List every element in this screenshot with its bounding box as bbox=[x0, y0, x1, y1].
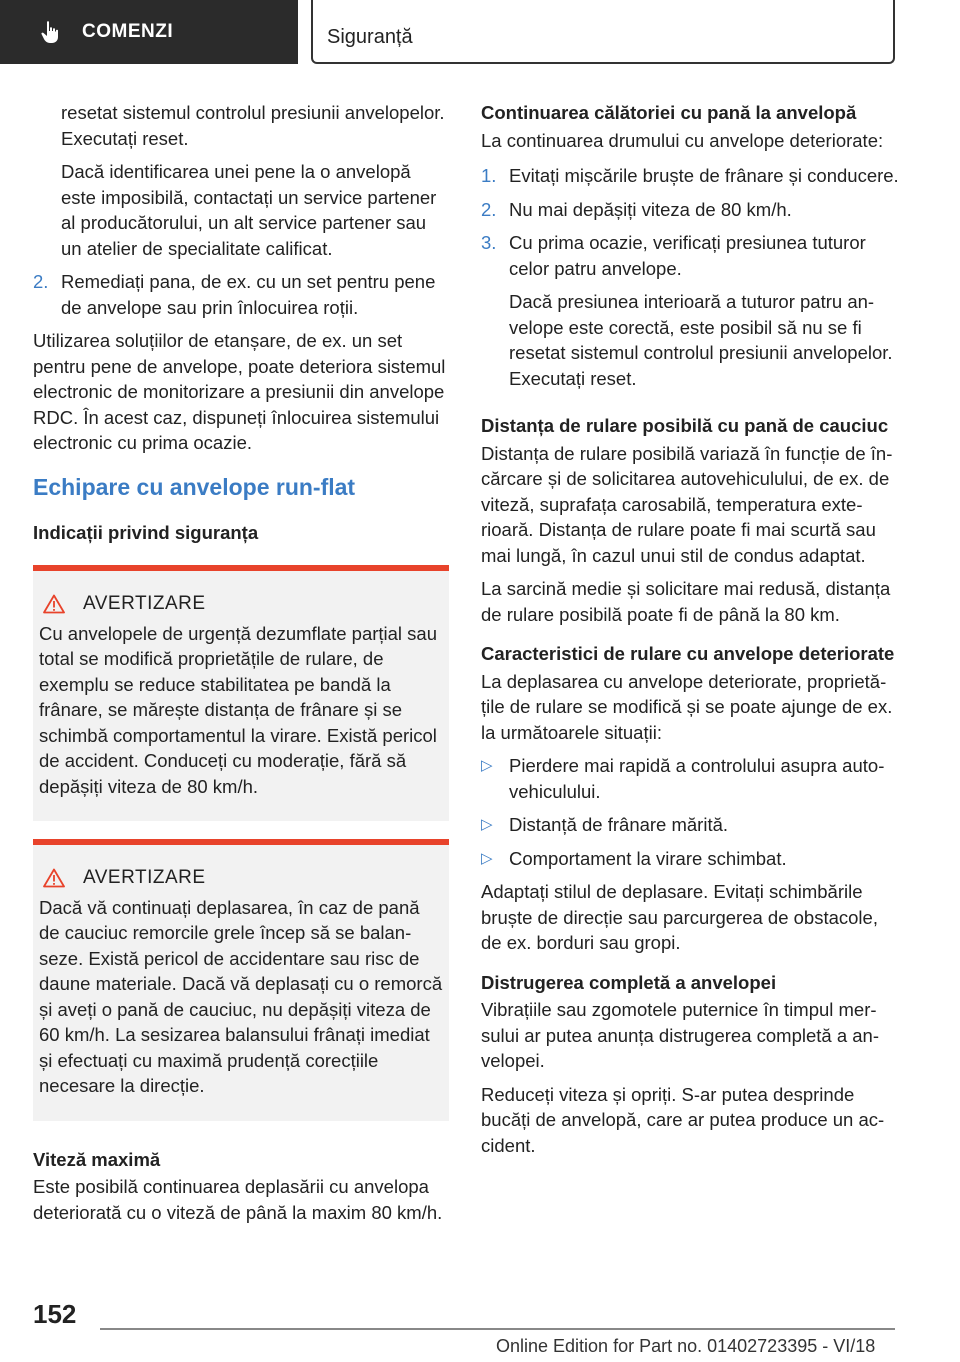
numbered-item bbox=[481, 197, 899, 223]
left-column bbox=[33, 100, 449, 1233]
item-text: Evitați mișcările bruște de frânare și conducere. bbox=[509, 165, 899, 186]
right-column bbox=[481, 100, 899, 1166]
numbered-item bbox=[481, 230, 899, 399]
warning-text: Dacă vă continuați deplasarea, în caz de pană de cauciuc remorcile grele încep să se balanseze. Există pericol de accidentare sau risc de daune materiale. Dacă vă deplasați cu o remorcă și aveți o pană de cauciuc, nu depășiți viteza de 60 km/h. La sesizarea balansului frânați imediat și efectuați cu maximă prudență corecțiile necesare la direcție. bbox=[39, 896, 443, 1096]
footer-divider bbox=[100, 1328, 895, 1330]
paragraph: Utilizarea soluțiilor de etanșare, de ex. un set pentru pene de anvelope, poate deteriora sistemul electronic de monitorizare a presiunii din anvelope RDC. În acest caz, dispuneți înlocuirea sistemului electronic cu prima ocazie. bbox=[33, 330, 446, 453]
list-item bbox=[481, 846, 899, 872]
item-number: 2. bbox=[33, 271, 49, 292]
triangle-bullet-icon: ▷ bbox=[481, 757, 493, 774]
warning-triangle-icon bbox=[43, 594, 65, 614]
list-item-text: Distanță de frânare mărită. bbox=[509, 814, 729, 835]
paragraph: Adaptați stilul de deplasare. Evitați schimbările bruște de direcție sau parcurgerea de obstacole, de ex. borduri sau gropi. bbox=[481, 881, 878, 953]
subsection-heading: Distrugerea completă a anvelopei bbox=[481, 971, 777, 993]
numbered-item bbox=[481, 163, 899, 189]
triangle-bullet-icon: ▷ bbox=[481, 816, 493, 833]
item-text: Nu mai depășiți viteza de 80 km/h. bbox=[509, 198, 792, 220]
section-title: Siguranță bbox=[327, 26, 413, 48]
triangle-bullet-icon: ▷ bbox=[481, 849, 493, 867]
warning-triangle-icon bbox=[43, 868, 65, 888]
list-item-text: Pierdere mai rapidă a controlului asupra autovehiculului. bbox=[509, 755, 885, 802]
warning-text: Cu anvelopele de urgență dezumflate parțial sau total se modifică proprietățile de rulare, de exemplu se reduce stabilitatea pe bandă la frânare, se mărește distanța de frânare și se schimbă comportamentul la virare. Există pericol de accident. Conduceți cu moderație, fără să depășiți viteza de 80 km/h. bbox=[39, 622, 438, 797]
paragraph: La sarcină medie și solicitare mai redusă, distanța de rulare posibilă poate fi de până la 80 km. bbox=[481, 578, 891, 625]
item-text: Cu prima ocazie, verificați presiunea tuturor celor patru anvelope. bbox=[509, 232, 866, 279]
section-heading: Echipare cu anvelope run-flat bbox=[33, 473, 356, 500]
hand-pointer-icon bbox=[40, 20, 62, 44]
paragraph: La continuarea drumului cu anvelope deteriorate: bbox=[481, 129, 884, 151]
item-number: 1. bbox=[481, 165, 497, 186]
list-item bbox=[481, 753, 899, 804]
paragraph: resetat sistemul controlul presiunii anvelopelor. Executați reset. bbox=[61, 102, 445, 149]
numbered-item bbox=[33, 269, 449, 320]
warning-title: AVERTIZARE bbox=[83, 593, 206, 614]
subsection-heading: Continuarea călătoriei cu pană la anvelopă bbox=[481, 102, 857, 123]
paragraph: Vibrațiile sau zgomotele puternice în timpul mersului ar putea anunța distrugerea completă a anvelopei. bbox=[481, 999, 880, 1071]
paragraph: Este posibilă continuarea deplasării cu anvelopa deteriorată cu o viteză de până la maxim 80 km/h. bbox=[33, 1176, 443, 1223]
warning-title: AVERTIZARE bbox=[83, 867, 206, 888]
list-item bbox=[481, 812, 899, 838]
chapter-tab-label: COMENZI bbox=[82, 21, 174, 42]
warning-header bbox=[43, 865, 449, 891]
item-text: Remediați pana, de ex. cu un set pentru pene de anvelope sau prin înlocuirea roții. bbox=[61, 271, 436, 318]
paragraph: Dacă identificarea unei pene la o anvelopă este imposibilă, contactați un service partener al producătorului, un alt service partener sau un atelier de specialitate calificat. bbox=[61, 161, 437, 259]
item-extra-text: Dacă presiunea interioară a tuturor patru anvelope este corectă, este posibil să nu se fi resetat sistemul controlul presiunii anvelopelor. Executați reset. bbox=[509, 291, 893, 389]
item-body bbox=[509, 230, 899, 399]
page-number: 152 bbox=[33, 1299, 77, 1329]
paragraph: La deplasarea cu anvelope deteriorate, proprietățile de rulare se modifică și se poate ajunge de ex. la următoarele situații: bbox=[481, 670, 893, 743]
subsection-heading: Viteză maximă bbox=[33, 1148, 161, 1170]
warning-header bbox=[43, 591, 449, 617]
paragraph: Distanța de rulare posibilă variază în funcție de încărcare și de solicitarea autovehiculului, de ex. de viteză, suprafața carosabilă, temperatura exterioară. Distanța de rulare poate fi mai scurtă sau mai lungă, în cazul unui stil de condus adaptat. bbox=[481, 442, 893, 566]
section-header bbox=[311, 0, 895, 64]
warning-box bbox=[33, 565, 449, 821]
chapter-tab[interactable] bbox=[0, 0, 298, 64]
warning-box bbox=[33, 839, 449, 1121]
paragraph: Reduceți viteza și opriți. S-ar putea desprinde bucăți de anvelopă, care ar putea produce un accident. bbox=[481, 1083, 885, 1156]
subsection-heading: Caracteristici de rulare cu anvelope deteriorate bbox=[481, 643, 895, 664]
subsection-heading: Indicații privind siguranța bbox=[33, 521, 259, 543]
edition-note: Online Edition for Part no. 01402723395 - VI/18 bbox=[496, 1336, 876, 1356]
item-number: 2. bbox=[481, 198, 497, 220]
item-number: 3. bbox=[481, 232, 497, 253]
subsection-heading: Distanța de rulare posibilă cu pană de cauciuc bbox=[481, 415, 889, 436]
list-item-text: Comportament la virare schimbat. bbox=[509, 847, 787, 869]
